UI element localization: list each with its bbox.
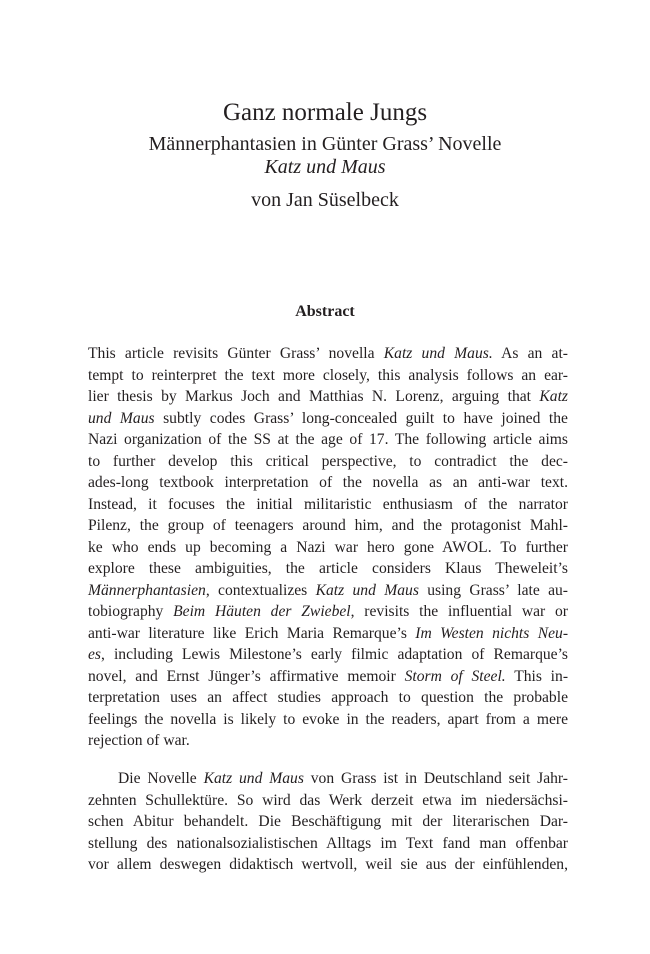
text-segment: stellung des nationalsozialistischen Alltags im Text fand man offenbar bbox=[88, 834, 568, 852]
text-segment: novel, and Ernst Jünger’s affirmative memoir bbox=[88, 667, 405, 685]
text-segment: to further develop this critical perspective, to contradict the dec- bbox=[88, 452, 568, 470]
abstract-line bbox=[88, 687, 568, 709]
body-line bbox=[88, 811, 568, 833]
abstract-line bbox=[88, 623, 568, 645]
abstract-heading: Abstract bbox=[295, 303, 355, 320]
text-segment: lier thesis by Markus Joch and Matthias N. Lorenz, arguing that bbox=[88, 388, 540, 405]
abstract-line bbox=[88, 709, 568, 731]
abstract-line bbox=[88, 451, 568, 473]
text-segment: , including Lewis Milestone’s early filmic adaptation of Remarque’s bbox=[101, 646, 568, 663]
italic-title-text: Storm of Steel. bbox=[404, 667, 506, 685]
text-segment: Die Novelle bbox=[118, 770, 204, 787]
text-segment: terpretation uses an affect studies approach to question the probable bbox=[88, 689, 568, 706]
article-subtitle: Männerphantasien in Günter Grass’ Novelle bbox=[148, 133, 502, 155]
body-text bbox=[88, 768, 568, 876]
text-segment: vor allem deswegen didaktisch wertvoll, weil sie aus der einfühlenden, bbox=[88, 856, 568, 873]
text-segment: von Grass ist in Deutschland seit Jahr- bbox=[303, 770, 568, 787]
abstract-line bbox=[88, 558, 568, 580]
abstract-line bbox=[88, 515, 568, 537]
text-segment: Instead, it focuses the initial militaristic enthusiasm of the narrator bbox=[88, 495, 568, 513]
article-subtitle-work: Katz und Maus bbox=[264, 156, 386, 178]
italic-title-text: es bbox=[88, 646, 101, 663]
text-segment: This in- bbox=[505, 667, 569, 685]
text-segment: tobiography bbox=[88, 603, 174, 620]
abstract-line bbox=[88, 472, 568, 494]
abstract-line bbox=[88, 601, 568, 623]
text-segment: tempt to reinterpret the text more closely, this analysis follows an ear- bbox=[88, 366, 568, 384]
body-line bbox=[88, 790, 568, 812]
text-segment: feelings the novella is likely to evoke in the readers, apart from a mere bbox=[88, 710, 568, 728]
italic-title-text: Männerphantasien bbox=[88, 581, 206, 599]
text-segment: subtly codes Grass’ long-concealed guilt to have joined the bbox=[154, 409, 568, 427]
body-line bbox=[88, 768, 568, 790]
abstract-line bbox=[88, 343, 568, 365]
abstract-line bbox=[88, 365, 568, 387]
article-author: von Jan Süselbeck bbox=[251, 189, 399, 211]
abstract-line bbox=[88, 644, 568, 666]
abstract-line bbox=[88, 386, 568, 408]
text-segment: ades-long textbook interpretation of the novella as an anti-war text. bbox=[88, 474, 568, 491]
text-segment: ke who ends up becoming a Nazi war hero gone AWOL. To further bbox=[88, 538, 568, 556]
italic-title-text: Im Westen nichts Neu- bbox=[415, 624, 569, 642]
text-segment: explore these ambiguities, the article considers Klaus Theweleit’s bbox=[88, 560, 568, 577]
italic-title-text: Katz und Maus bbox=[203, 770, 304, 787]
abstract-line bbox=[88, 494, 568, 516]
abstract-line bbox=[88, 580, 568, 602]
abstract-line bbox=[88, 408, 568, 430]
italic-title-text: Katz bbox=[539, 388, 568, 405]
text-segment: schen Abitur behandelt. Die Beschäftigung mit der literarischen Dar- bbox=[88, 813, 568, 830]
abstract-line bbox=[88, 666, 568, 688]
text-segment: This article revisits Günter Grass’ novella bbox=[88, 345, 384, 362]
abstract-line bbox=[88, 429, 568, 451]
abstract-text bbox=[88, 343, 568, 752]
text-segment: Pilenz, the group of teenagers around him, and the protagonist Mahl- bbox=[88, 517, 568, 534]
text-segment: using Grass’ late au- bbox=[418, 581, 568, 599]
italic-title-text: Katz und Maus. bbox=[383, 345, 493, 362]
text-segment: anti-war literature like Erich Maria Remarque’s bbox=[88, 624, 416, 642]
abstract-line bbox=[88, 537, 568, 559]
text-segment: , contextualizes bbox=[205, 581, 316, 599]
text-segment: zehnten Schullektüre. So wird das Werk derzeit etwa im niedersächsi- bbox=[88, 791, 568, 809]
body-line bbox=[88, 854, 568, 876]
italic-title-text: und Maus bbox=[88, 409, 155, 427]
text-segment: Nazi organization of the SS at the age of 17. The following article aims bbox=[88, 431, 568, 448]
text-segment: , revisits the influential war or bbox=[350, 603, 568, 620]
article-title: Ganz normale Jungs bbox=[222, 99, 428, 126]
text-segment: As an at- bbox=[492, 345, 568, 362]
text-segment: rejection of war. bbox=[88, 732, 190, 749]
abstract-line bbox=[88, 730, 568, 752]
italic-title-text: Beim Häuten der Zwiebel bbox=[173, 603, 351, 620]
italic-title-text: Katz und Maus bbox=[315, 581, 419, 599]
body-line bbox=[88, 833, 568, 855]
